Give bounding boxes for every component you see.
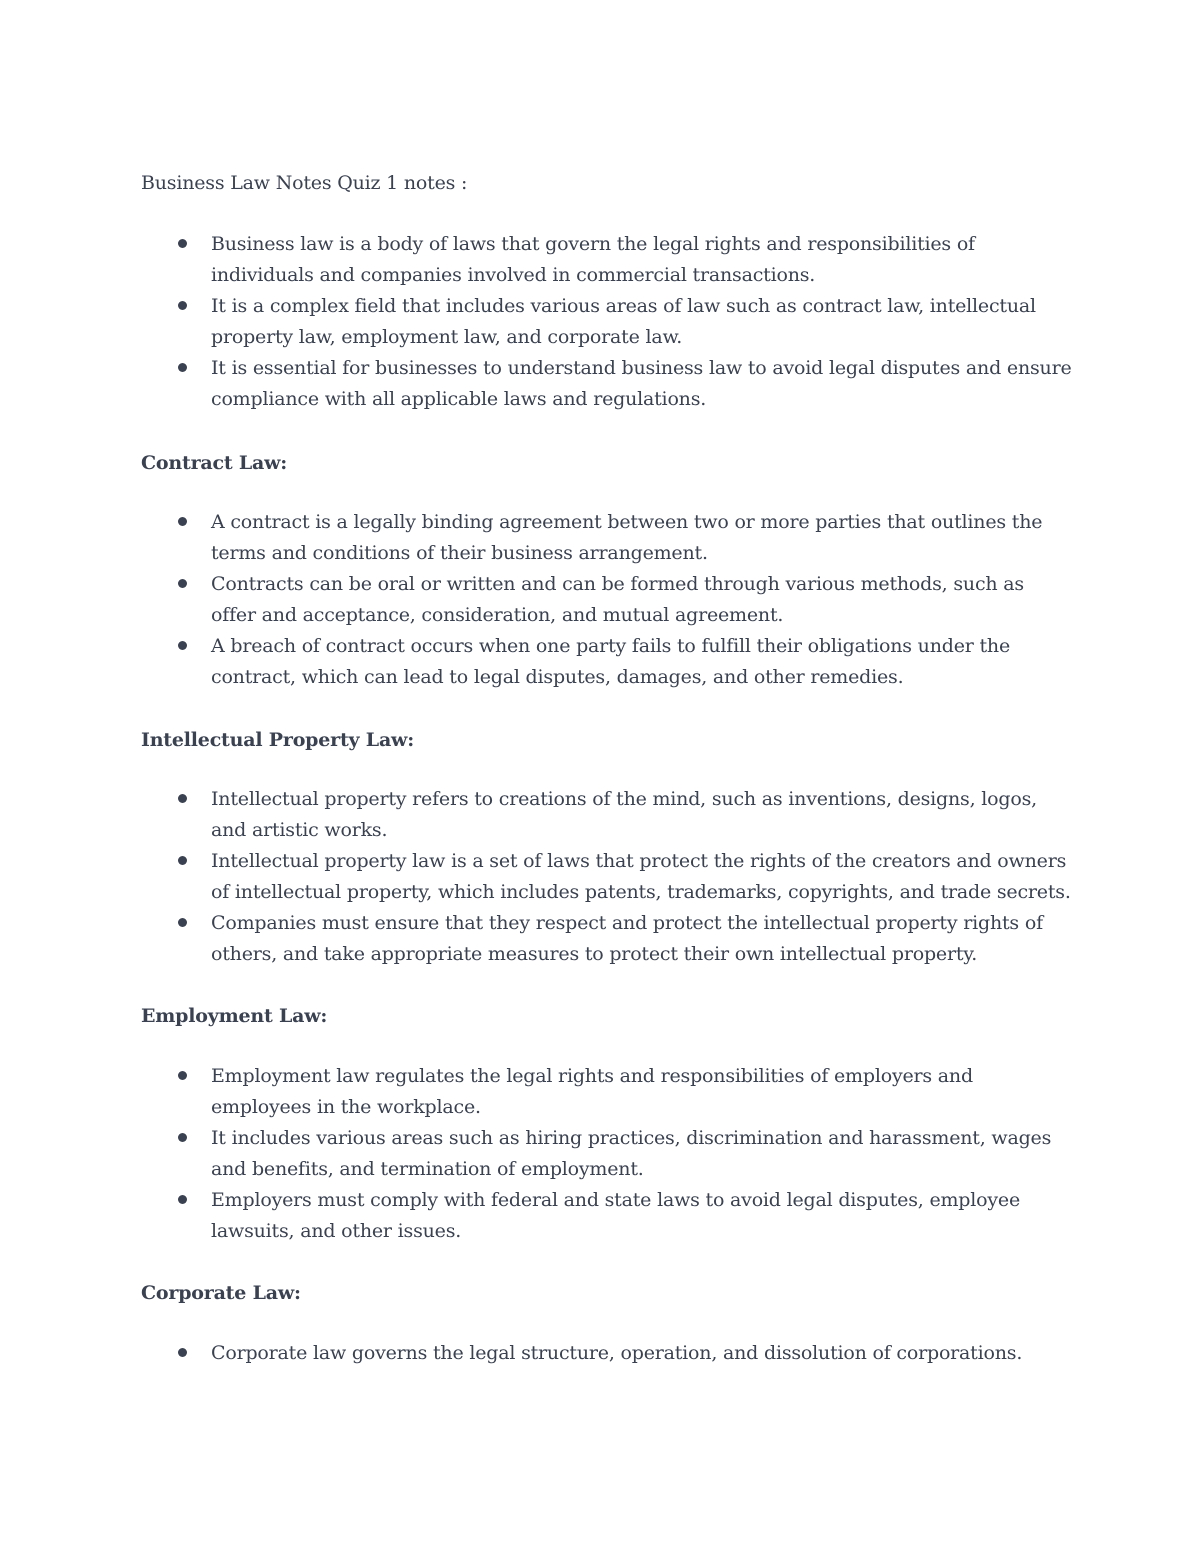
bullet-icon [178,918,187,927]
bullet-icon [178,363,187,372]
bullet-text-line: A contract is a legally binding agreement between two or more parties that outlines the [211,511,1043,533]
bullet-icon [178,1133,187,1142]
document-title: Business Law Notes Quiz 1 notes : [141,172,468,194]
bullet-icon [178,301,187,310]
bullet-text-line: of intellectual property, which includes patents, trademarks, copyrights, and trade secrets. [211,881,1071,903]
bullet-icon [178,641,187,650]
bullet-text-line: It includes various areas such as hiring practices, discrimination and harassment, wages [211,1127,1052,1149]
list-item [0,353,1071,415]
employment-law-bullet-list [0,1061,1071,1247]
list-item [0,631,1071,693]
list-item [0,908,1071,970]
bullet-text-line: individuals and companies involved in commercial transactions. [211,264,816,286]
bullet-text-line: Contracts can be oral or written and can be formed through various methods, such as [211,573,1024,595]
bullet-text-line: others, and take appropriate measures to protect their own intellectual property. [211,943,978,965]
list-item [0,1061,1071,1123]
list-item [0,846,1071,908]
list-item [0,569,1071,631]
corporate-law-bullet-list [0,1338,1071,1369]
bullet-text-line: terms and conditions of their business arrangement. [211,542,708,564]
bullet-text-line: Business law is a body of laws that govern the legal rights and responsibilities of [211,233,975,255]
bullet-text-line: employees in the workplace. [211,1096,481,1118]
bullet-icon [178,794,187,803]
bullet-icon [178,239,187,248]
bullet-icon [178,517,187,526]
section-heading-employment-law: Employment Law: [141,1005,328,1027]
list-item [0,1185,1071,1247]
list-item [0,229,1071,291]
section-heading-corporate-law: Corporate Law: [141,1282,301,1304]
list-item [0,507,1071,569]
list-item [0,1123,1071,1185]
section-heading-contract-law: Contract Law: [141,452,288,474]
bullet-text-line: It is a complex field that includes various areas of law such as contract law, intellectual [211,295,1036,317]
bullet-text-line: property law, employment law, and corporate law. [211,326,683,348]
list-item [0,1338,1071,1369]
bullet-text-line: Employment law regulates the legal rights and responsibilities of employers and [211,1065,973,1087]
bullet-text-line: Corporate law governs the legal structure, operation, and dissolution of corporations. [211,1342,1023,1364]
bullet-text-line: A breach of contract occurs when one party fails to fulfill their obligations under the [211,635,1010,657]
bullet-text-line: contract, which can lead to legal disputes, damages, and other remedies. [211,666,904,688]
intro-bullet-list [0,229,1071,415]
bullet-text-line: offer and acceptance, consideration, and mutual agreement. [211,604,784,626]
bullet-icon [178,1071,187,1080]
bullet-text-line: Intellectual property refers to creations of the mind, such as inventions, designs, logos, [211,788,1037,810]
contract-law-bullet-list [0,507,1071,693]
list-item [0,291,1071,353]
intellectual-property-law-bullet-list [0,784,1071,970]
section-heading-intellectual-property-law: Intellectual Property Law: [141,729,415,751]
bullet-icon [178,1195,187,1204]
bullet-text-line: Employers must comply with federal and state laws to avoid legal disputes, employee [211,1189,1021,1211]
bullet-text-line: lawsuits, and other issues. [211,1220,462,1242]
bullet-text-line: and benefits, and termination of employment. [211,1158,644,1180]
list-item [0,784,1071,846]
bullet-text-line: Companies must ensure that they respect and protect the intellectual property rights of [211,912,1043,934]
bullet-text-line: compliance with all applicable laws and regulations. [211,388,707,410]
bullet-text-line: It is essential for businesses to understand business law to avoid legal disputes and ensure [211,357,1072,379]
bullet-icon [178,1348,187,1357]
bullet-text-line: Intellectual property law is a set of laws that protect the rights of the creators and owners [211,850,1067,872]
bullet-icon [178,579,187,588]
bullet-icon [178,856,187,865]
bullet-text-line: and artistic works. [211,819,388,841]
